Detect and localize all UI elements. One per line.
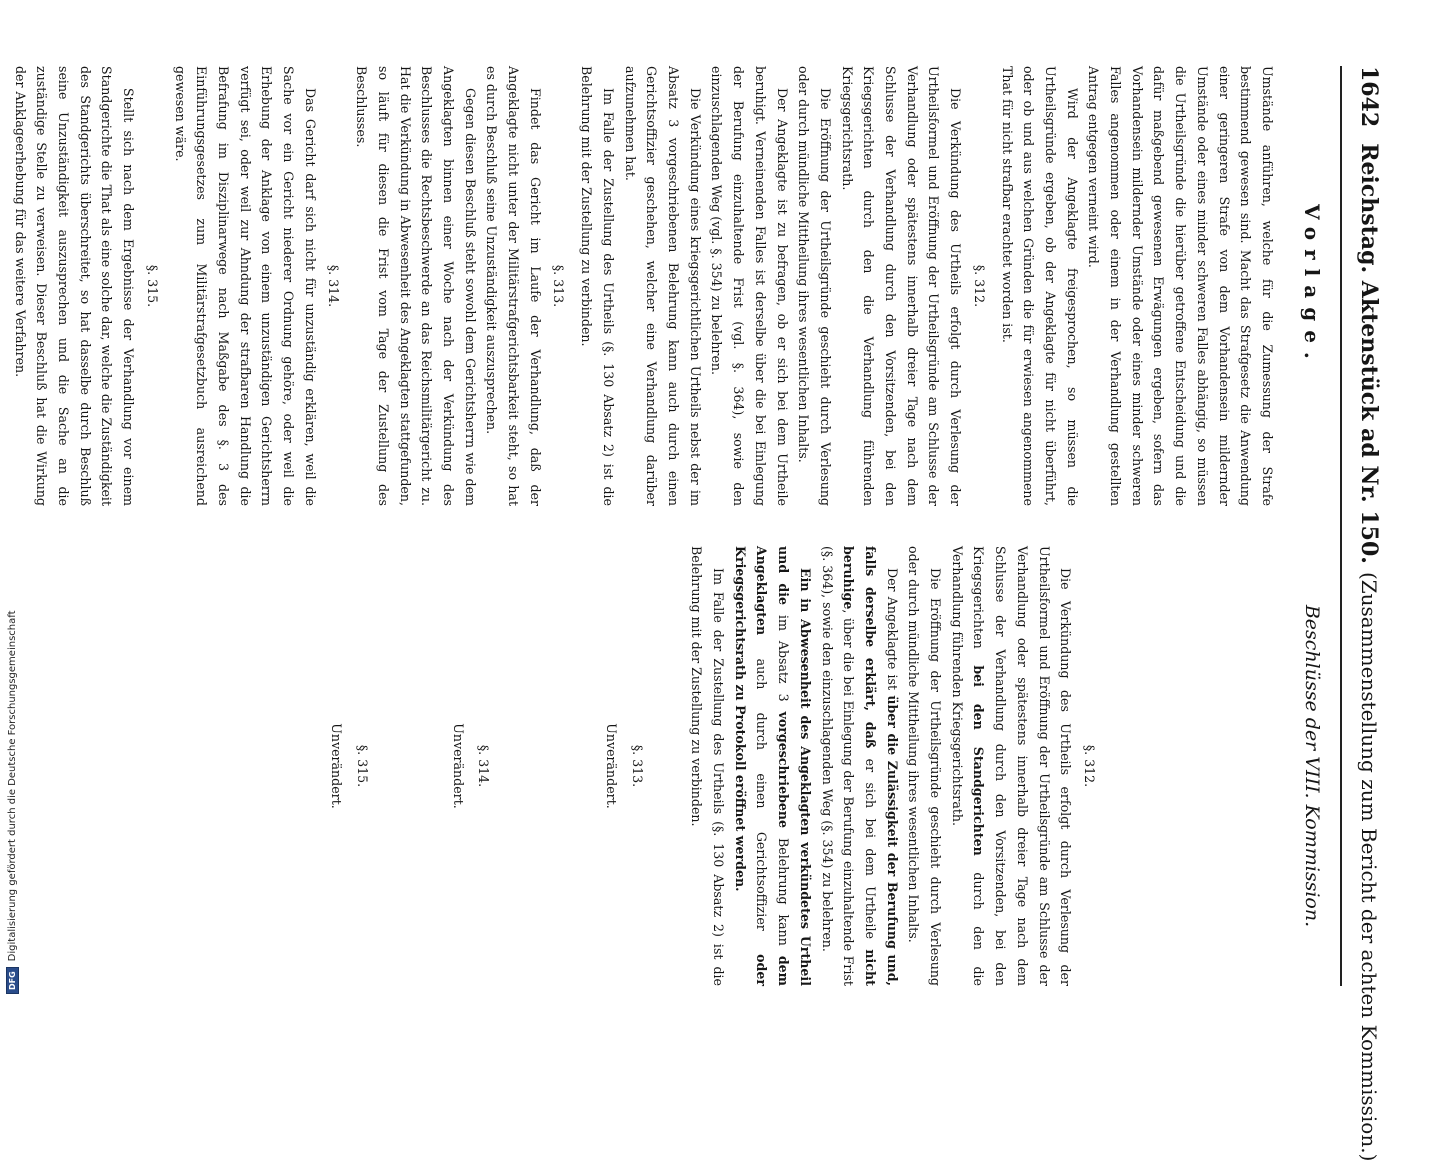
paragraph: Die Eröffnung der Urtheilsgründe geschieht durch Verlesung oder durch mündliche Mittheilung ihres wesentlichen Inhalts. [796, 66, 833, 506]
paragraph: Die Eröffnung der Urtheilsgründe geschieht durch Verlesung oder durch mündliche Mittheilung ihres wesentlichen Inhalts. [906, 546, 944, 986]
spacer [532, 546, 564, 986]
section-title-313: §. 313. [629, 744, 645, 788]
spacer [1214, 546, 1246, 986]
page-number: 1642 [1356, 66, 1382, 128]
column-heading-vorlage: Vorlage. [1300, 204, 1324, 368]
column-heading-beschluesse: Beschlüsse der VIII. Kommission. [1301, 604, 1323, 928]
text-run: er sich bei dem Urtheile [862, 758, 878, 940]
section-title-312: §. 312. [1082, 744, 1097, 788]
text-run: Die Verkündung des Urtheils erfolgt durch Verlesung der Urtheilsformel und Eröffnung der Urtheilsgründe am Schlusse der Verhandlung oder spätestens innerhalb dreier Tage nach dem Schlusse der Verhandlung durch den Vorsitzenden, bei den Kriegsgerichten [971, 546, 1074, 986]
document-subtitle: (Zusammenstellung zum Bericht der achten Kommission.) [1357, 571, 1381, 1161]
text-run-bold: über die Zulässigkeit der Berufung und, falls derselbe erklärt, daß [862, 546, 900, 986]
paragraph: Findet das Gericht im Laufe der Verhandlung, daß der Angeklagte nicht unter der Militärstrafgerichtsbarkeit steht, so hat es durch Beschluß seine Unzuständigkeit auszusprechen. [484, 66, 543, 506]
text-run: Der Angeklagte ist [884, 568, 900, 691]
unchanged-note: Unverändert. [603, 723, 619, 809]
spacer [1118, 546, 1150, 986]
text-run: Belehrung kann [776, 838, 792, 946]
text-run: , über die bei Einlegung der Berufung einzuhaltende Frist (§. 364), sowie den einzuschlagenden Weg (§. 354) zu belehren. [819, 546, 857, 986]
text-run-bold: dem Angeklagten [754, 546, 792, 986]
funding-note [6, 610, 19, 994]
dfg-logo-icon: DFG [6, 967, 19, 994]
section-title-313: §. 313. [551, 264, 567, 308]
text-run: im Absatz 3 [776, 614, 792, 702]
spacer [500, 546, 532, 986]
paragraph: Die Verkündung eines kriegsgerichtlichen Urtheils nebst der im Absatz 3 vorgeschriebenen Belehrung kann auch durch einen Gerichtsoffizier geschehen, welcher eine Verhandlung darüber aufzunehmen hat. [622, 66, 703, 506]
text-run-bold: bei den Standgerichten [971, 665, 987, 856]
spacer [1150, 546, 1182, 986]
section-title-315: §. 315. [354, 744, 370, 788]
page-header [1356, 66, 1382, 1161]
column-beschluesse [70, 546, 1330, 986]
paragraph: Gegen diesen Beschluß steht sowohl dem Gerichtsherrn wie dem Angeklagten binnen einer Woche nach der Verkündung des Beschlusses die Rechtsbeschwerde an das Reichsmilitärgericht zu. Hat die Verkündung in Abwesenheit des Angeklagten stattgefunden, so läuft für diesen die Frist vom Tage der Zustellung des Beschlusses. [354, 66, 478, 506]
paragraph: Stellt sich nach dem Ergebnisse der Verhandlung vor einem Standgerichte die That als eine solche dar, welche die Zuständigkeit des Standgerichts überschreitet, so hat dasselbe durch Beschluß seine Unzuständigkeit auszusprechen und die Sache an die zuständige Stelle zu verweisen. Dieser Beschluß hat die Wirkung der Anklageerhebung für das weitere Verfahren. [12, 66, 137, 506]
section-title-314: §. 314. [326, 264, 342, 308]
header-rule [1340, 66, 1342, 986]
column-vorlage [12, 66, 1330, 506]
paragraph: Wird der Angeklagte freigesprochen, so müssen die Urtheilsgründe ergeben, ob der Angeklagte für nicht überführt, oder ob und aus welchen Gründen die für erwiesen angenommene That für nicht strafbar erachtet worden ist. [999, 66, 1080, 506]
paragraph: Das Gericht darf sich nicht für unzuständig erklären, weil die Sache vor ein Gericht niederer Ordnung gehöre, oder weil die Erhebung der Anklage von einem unzuständigen Gerichtsherrn verfügt sei, oder weil zur Ahndung der strafbaren Handlung die Befrafung im Disziplinarwege nach Maßgabe des §. 3 des Einführungsgesetzes zum Militärstrafgesetzbuch ausreichend gewesen wäre. [172, 66, 318, 506]
paragraph: Im Falle der Zustellung des Urtheils (§. 130 Absatz 2) ist die Belehrung mit der Zustellung zu verbinden. [579, 66, 616, 506]
unchanged-note: Unverändert. [450, 723, 466, 809]
paragraph: Im Falle der Zustellung des Urtheils (§. 130 Absatz 2) ist die Belehrung mit der Zustellung zu verbinden. [689, 546, 727, 986]
text-run-bold: oder Kriegsgerichtsrath zu Protokoll eröffnet werden. [732, 546, 770, 986]
text-run-bold: vorgeschriebene [776, 711, 792, 829]
spacer [1182, 546, 1214, 986]
paragraph [729, 546, 816, 986]
spacer [564, 546, 596, 986]
spacer [1246, 546, 1278, 986]
document-title: Reichstag. Aktenstück ad Nr. 150. [1356, 143, 1382, 564]
funding-note-text: Digitalisierung gefördert durch die Deutsche Forschungsgemeinschaft [7, 610, 18, 962]
text-run: auch durch einen Gerichtsoffizier [754, 658, 770, 931]
text-run: durch den die Verhandlung führenden Kriegsgerichtsrath. [949, 546, 987, 986]
section-title-315: §. 315. [144, 264, 160, 308]
section-title-312: §. 312. [971, 264, 987, 308]
paragraph [816, 546, 903, 986]
spacer [1106, 546, 1118, 986]
spacer [379, 546, 411, 986]
paragraph: Umstände anführen, welche für die Zumessung der Strafe bestimmend gewesen sind. Macht das Strafgesetz die Anwendung einer geringeren Strafe von dem Vorhandensein mildernder Umstände oder eines minder schweren Falles abhängig, so müssen die Urtheilsgründe die hierüber getroffene Entscheidung und die dafür maßgebend gewesenen Erwägungen ergeben, sofern das Vorhandensein mildernder Umstände oder eines minder schweren Falles angenommen oder einem in der Verhandlung gestellten Antrag entgegen verneint wird. [1086, 66, 1275, 506]
spacer [654, 546, 686, 986]
spacer [411, 546, 443, 986]
paragraph: Die Verkündung des Urtheils erfolgt durch Verlesung der Urtheilsformel und Eröffnung der Urtheilsgründe am Schlusse der Verhandlung oder spätestens innerhalb dreier Tage nach dem Schlusse der Verhandlung durch den Vorsitzenden, bei den Kriegsgerichten durch den die Verhandlung führenden Kriegsgerichtsrath. [839, 66, 964, 506]
text-run-bold: Ein in Abwesenheit des Angeklagten verkündetes Urtheil und die [776, 546, 813, 986]
section-title-314: §. 314. [476, 744, 492, 788]
text-run-bold: nicht beruhige [841, 546, 878, 986]
unchanged-note: Unverändert. [329, 723, 345, 809]
paragraph [946, 546, 1076, 986]
paragraph: Der Angeklagte ist zu befragen, ob er sich bei dem Urtheile beruhigt. Verneinenden Falles ist derselbe über die bei Einlegung der Berufung einzuhaltende Frist (vgl. §. 364), sowie den einzuschlagenden Weg (vgl. §. 354) zu belehren. [709, 66, 790, 506]
